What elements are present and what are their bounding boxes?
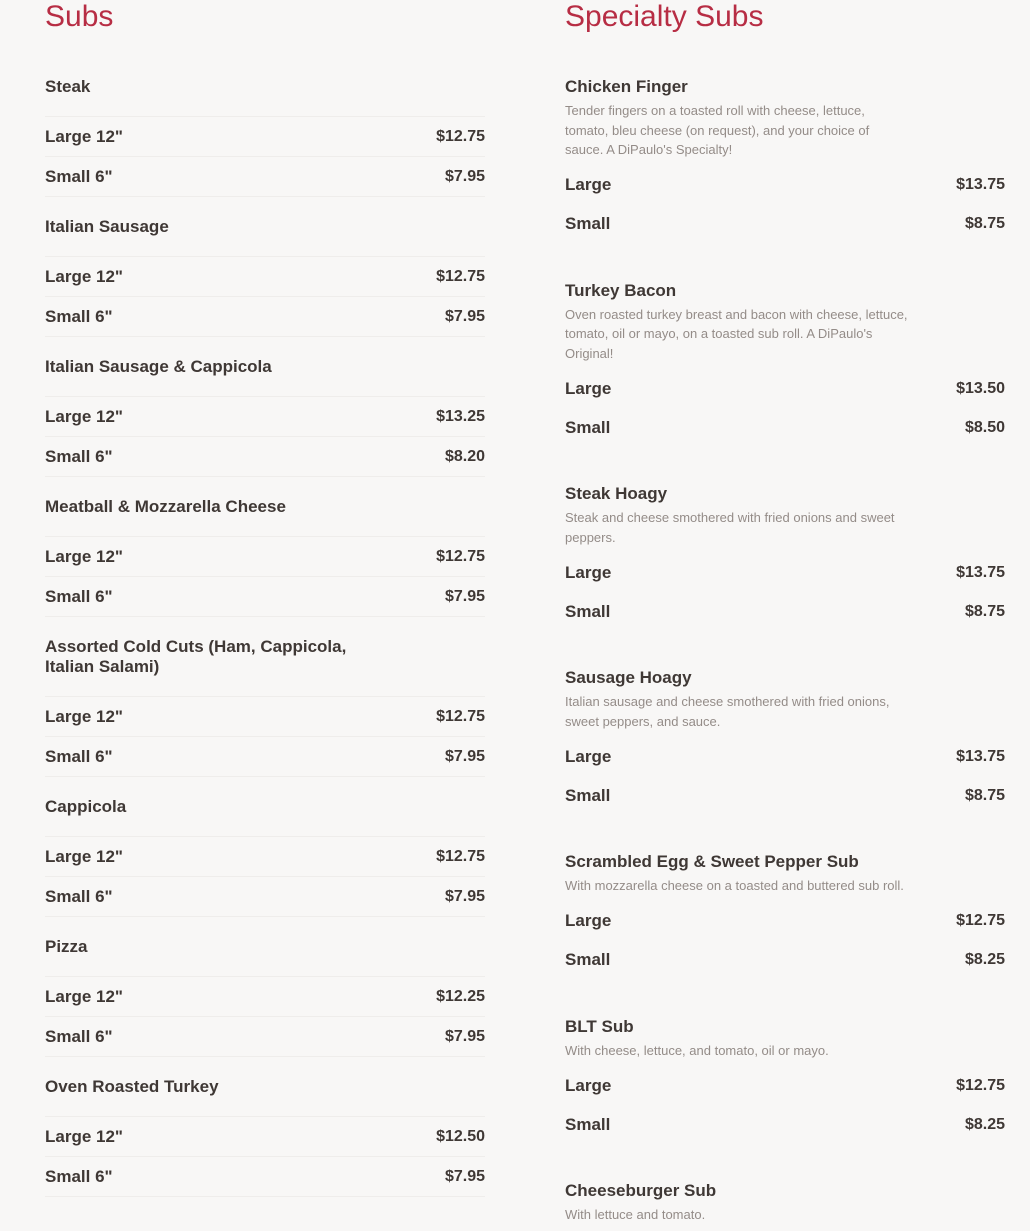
price-value: $8.25 [964, 1115, 1005, 1133]
menu-item-header [565, 668, 1005, 737]
menu-item-description: With cheese, lettuce, and tomato, oil or mayo. [565, 1042, 829, 1058]
menu-item-header [45, 77, 485, 117]
size-label: Large [565, 1075, 612, 1095]
menu-item-name: Chicken Finger [565, 77, 688, 96]
size-label: Small 6" [45, 1026, 113, 1046]
price-value: $7.95 [444, 167, 485, 185]
price-row [565, 553, 1005, 592]
price-value: $7.95 [444, 587, 485, 605]
menu-item-name: Cheeseburger Sub [565, 1181, 717, 1200]
price-row [565, 166, 1005, 205]
price-row [45, 437, 485, 477]
price-row [565, 592, 1005, 631]
size-label: Large [565, 378, 612, 398]
specialty-list [565, 77, 1005, 1231]
menu-item [565, 1181, 1005, 1231]
price-value: $8.75 [964, 786, 1005, 804]
price-value: $12.75 [956, 1076, 1005, 1094]
menu-item [45, 797, 485, 937]
size-label: Large 12" [45, 1126, 123, 1146]
menu-item-name: Scrambled Egg & Sweet Pepper Sub [565, 852, 859, 871]
price-row [45, 537, 485, 577]
price-row [45, 697, 485, 737]
menu-item-name: Cappicola [45, 797, 127, 816]
menu-item [565, 77, 1005, 244]
size-label: Large [565, 562, 612, 582]
price-value: $13.50 [956, 379, 1005, 397]
price-row [45, 977, 485, 1017]
price-value: $12.75 [436, 127, 485, 145]
menu-item-description: With lettuce and tomato. [565, 1207, 706, 1222]
price-row [45, 117, 485, 157]
price-row [45, 737, 485, 777]
menu-item-description: Steak and cheese smothered with fried onions and sweet peppers. [565, 510, 895, 545]
size-label: Large [565, 175, 612, 194]
menu-item-header [45, 497, 485, 537]
price-value: $8.20 [444, 447, 485, 465]
menu-item [565, 668, 1005, 815]
price-row [45, 157, 485, 197]
menu-item [565, 484, 1005, 631]
menu-item-header [45, 797, 485, 837]
size-label: Large 12" [45, 406, 123, 426]
price-value: $12.75 [436, 267, 485, 285]
menu-item [45, 1077, 485, 1217]
size-label: Large 12" [45, 986, 123, 1006]
size-label: Large 12" [45, 126, 123, 146]
size-label: Small [565, 1114, 611, 1134]
menu-item-name: Steak [45, 77, 91, 96]
size-label: Small [565, 214, 611, 233]
price-row [565, 1105, 1005, 1144]
price-row [565, 369, 1005, 408]
size-label: Small 6" [45, 1166, 113, 1186]
menu-item-description: Oven roasted turkey breast and bacon with cheese, lettuce, tomato, oil or mayo, on a toasted sub roll. A DiPaulo's Original! [565, 306, 908, 361]
size-label: Small [565, 601, 611, 621]
price-row [45, 257, 485, 297]
price-row [45, 577, 485, 617]
price-row [45, 297, 485, 337]
price-value: $8.25 [964, 951, 1005, 968]
menu-item [45, 77, 485, 217]
menu-item-name: Oven Roasted Turkey [45, 1077, 219, 1096]
menu-item-header [565, 77, 1005, 166]
menu-item-header [45, 937, 485, 977]
price-value: $7.95 [444, 307, 485, 325]
menu-item [565, 281, 1005, 448]
menu-item-name: BLT Sub [565, 1016, 634, 1036]
menu-item [45, 637, 485, 797]
price-value: $7.95 [444, 747, 485, 765]
price-value: $13.25 [436, 407, 485, 425]
price-value: $8.50 [964, 418, 1005, 436]
menu-item-header [565, 1181, 1005, 1231]
price-value: $8.75 [964, 215, 1005, 232]
price-row [45, 1117, 485, 1157]
size-label: Small 6" [45, 166, 113, 186]
size-label: Large 12" [45, 706, 123, 726]
menu-item [45, 937, 485, 1077]
menu-item [45, 357, 485, 497]
menu-item-name: Assorted Cold Cuts (Ham, Cappicola, Italian Salami) [45, 637, 347, 676]
price-value: $12.75 [436, 547, 485, 565]
price-value: $12.75 [956, 912, 1005, 929]
menu-item [45, 217, 485, 357]
price-value: $7.95 [444, 887, 485, 905]
price-value: $12.75 [436, 847, 485, 865]
price-value: $12.75 [436, 707, 485, 725]
menu-item-description: Tender fingers on a toasted roll with cheese, lettuce, tomato, bleu cheese (on request), and your choice of sauce. A DiPaulo's Specialty! [565, 103, 870, 157]
menu-item [565, 852, 1005, 980]
price-value: $7.95 [444, 1027, 485, 1045]
menu-item-header [45, 357, 485, 397]
price-value: $13.75 [956, 176, 1005, 193]
specialty-section-title: Specialty Subs [565, 0, 764, 33]
price-value: $7.95 [444, 1167, 485, 1185]
menu-item-description: With mozzarella cheese on a toasted and buttered sub roll. [565, 878, 904, 893]
size-label: Large 12" [45, 546, 123, 566]
price-value: $12.50 [436, 1127, 485, 1145]
price-row [45, 397, 485, 437]
menu-item-name: Meatball & Mozzarella Cheese [45, 497, 286, 516]
menu-item-header [565, 281, 1005, 370]
menu-item-header [565, 484, 1005, 553]
size-label: Small 6" [45, 446, 113, 466]
size-label: Large [565, 911, 612, 930]
price-row [45, 877, 485, 917]
menu-item-header [45, 217, 485, 257]
menu-item-name: Turkey Bacon [565, 280, 677, 300]
size-label: Large [565, 746, 612, 766]
size-label: Small 6" [45, 306, 113, 326]
price-row [565, 902, 1005, 941]
price-row [565, 737, 1005, 776]
size-label: Small 6" [45, 886, 113, 906]
menu-item [565, 1017, 1005, 1145]
price-value: $8.75 [964, 602, 1005, 620]
size-label: Small [565, 785, 611, 805]
size-label: Large 12" [45, 846, 123, 866]
price-value: $12.25 [436, 987, 485, 1005]
price-row [565, 408, 1005, 447]
menu-item-name: Italian Sausage & Cappicola [45, 357, 272, 376]
price-value: $13.75 [956, 563, 1005, 581]
menu-item-name: Pizza [45, 937, 88, 956]
menu-item-header [565, 1017, 1005, 1067]
size-label: Small 6" [45, 586, 113, 606]
subs-list [45, 77, 485, 1217]
subs-section-title: Subs [45, 0, 114, 33]
price-row [565, 776, 1005, 815]
menu-item-header [45, 1077, 485, 1117]
price-row [565, 205, 1005, 244]
price-value: $13.75 [956, 747, 1005, 765]
price-row [565, 1066, 1005, 1105]
menu-item-header [45, 637, 485, 697]
subs-column [45, 0, 485, 1217]
menu-item-name: Italian Sausage [45, 217, 169, 236]
size-label: Small [565, 950, 611, 969]
size-label: Small [565, 417, 611, 437]
price-row [45, 1017, 485, 1057]
menu-item [45, 497, 485, 637]
price-row [45, 837, 485, 877]
menu-item-name: Steak Hoagy [565, 484, 668, 503]
menu-item-header [565, 852, 1005, 902]
size-label: Small 6" [45, 746, 113, 766]
price-row [45, 1157, 485, 1197]
size-label: Large 12" [45, 266, 123, 286]
price-row [565, 941, 1005, 980]
menu-item-name: Sausage Hoagy [565, 668, 692, 687]
specialty-column [565, 0, 1005, 1231]
menu-item-description: Italian sausage and cheese smothered with fried onions, sweet peppers, and sauce. [565, 694, 890, 729]
